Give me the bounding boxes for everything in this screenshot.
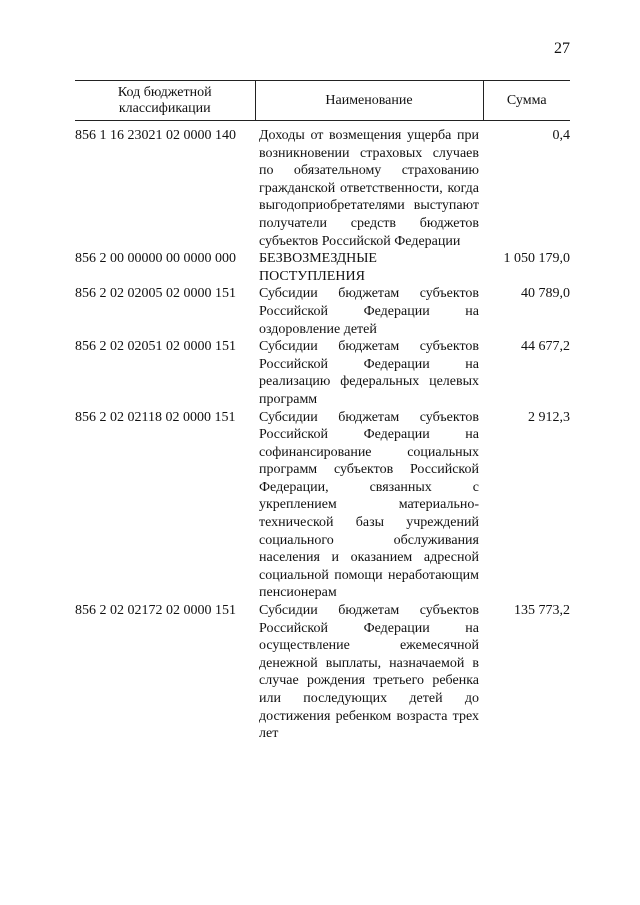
table-row — [75, 285, 570, 338]
name-cell: Субсидии бюджетам субъектов Российской Федерации на софинансирование социальных программ субъектов Российской Федерации, связанных с укреплением материально-технической базы учреждений социального обслуживания населения и оказанием адресной социальной помощи неработающим пенсионерам — [259, 409, 479, 601]
sum-cell: 0,4 — [552, 128, 570, 143]
table-body — [75, 121, 570, 743]
table-row — [75, 338, 570, 408]
table-row — [75, 121, 570, 251]
sum-cell: 1 050 179,0 — [503, 251, 570, 267]
budget-code-cell: 856 1 16 23021 02 0000 140 — [75, 128, 236, 143]
budget-code-cell: 856 2 02 02118 02 0000 151 — [75, 409, 236, 425]
table-row — [75, 602, 570, 743]
name-cell: Субсидии бюджетам субъектов Российской Федерации на оздоровление детей — [259, 286, 479, 337]
sum-cell: 40 789,0 — [521, 286, 570, 302]
table-row — [75, 409, 570, 603]
name-cell: Доходы от возмещения ущерба при возникновении страховых случаев по обязательному страхованию гражданской ответственности, когда выгодоприобретателями выступают получатели средств бюджетов субъектов Российской Федерации — [259, 128, 479, 249]
column-header-name: Наименование — [255, 81, 483, 121]
budget-table-container — [75, 80, 570, 743]
column-header-code: Код бюджетной классификации — [75, 81, 255, 121]
budget-code-cell: 856 2 02 02051 02 0000 151 — [75, 339, 236, 355]
table-header — [75, 81, 570, 121]
column-header-sum: Сумма — [483, 81, 570, 121]
budget-code-cell: 856 2 02 02172 02 0000 151 — [75, 603, 236, 619]
budget-table — [75, 80, 570, 743]
sum-cell: 44 677,2 — [521, 339, 570, 355]
name-cell: БЕЗВОЗМЕЗДНЫЕ ПОСТУПЛЕНИЯ — [259, 251, 377, 284]
name-cell: Субсидии бюджетам субъектов Российской Федерации на реализацию федеральных целевых программ — [259, 339, 479, 407]
sum-cell: 135 773,2 — [514, 603, 570, 619]
sum-cell: 2 912,3 — [528, 409, 570, 425]
name-cell: Субсидии бюджетам субъектов Российской Федерации на осуществление ежемесячной денежной выплаты, назначаемой в случае рождения третьего ребенка или последующих детей до достижения ребенком возраста трех лет — [259, 603, 479, 742]
page-number: 27 — [554, 40, 570, 57]
table-row — [75, 250, 570, 285]
budget-code-cell: 856 2 00 00000 00 0000 000 — [75, 251, 236, 267]
budget-code-cell: 856 2 02 02005 02 0000 151 — [75, 286, 236, 302]
